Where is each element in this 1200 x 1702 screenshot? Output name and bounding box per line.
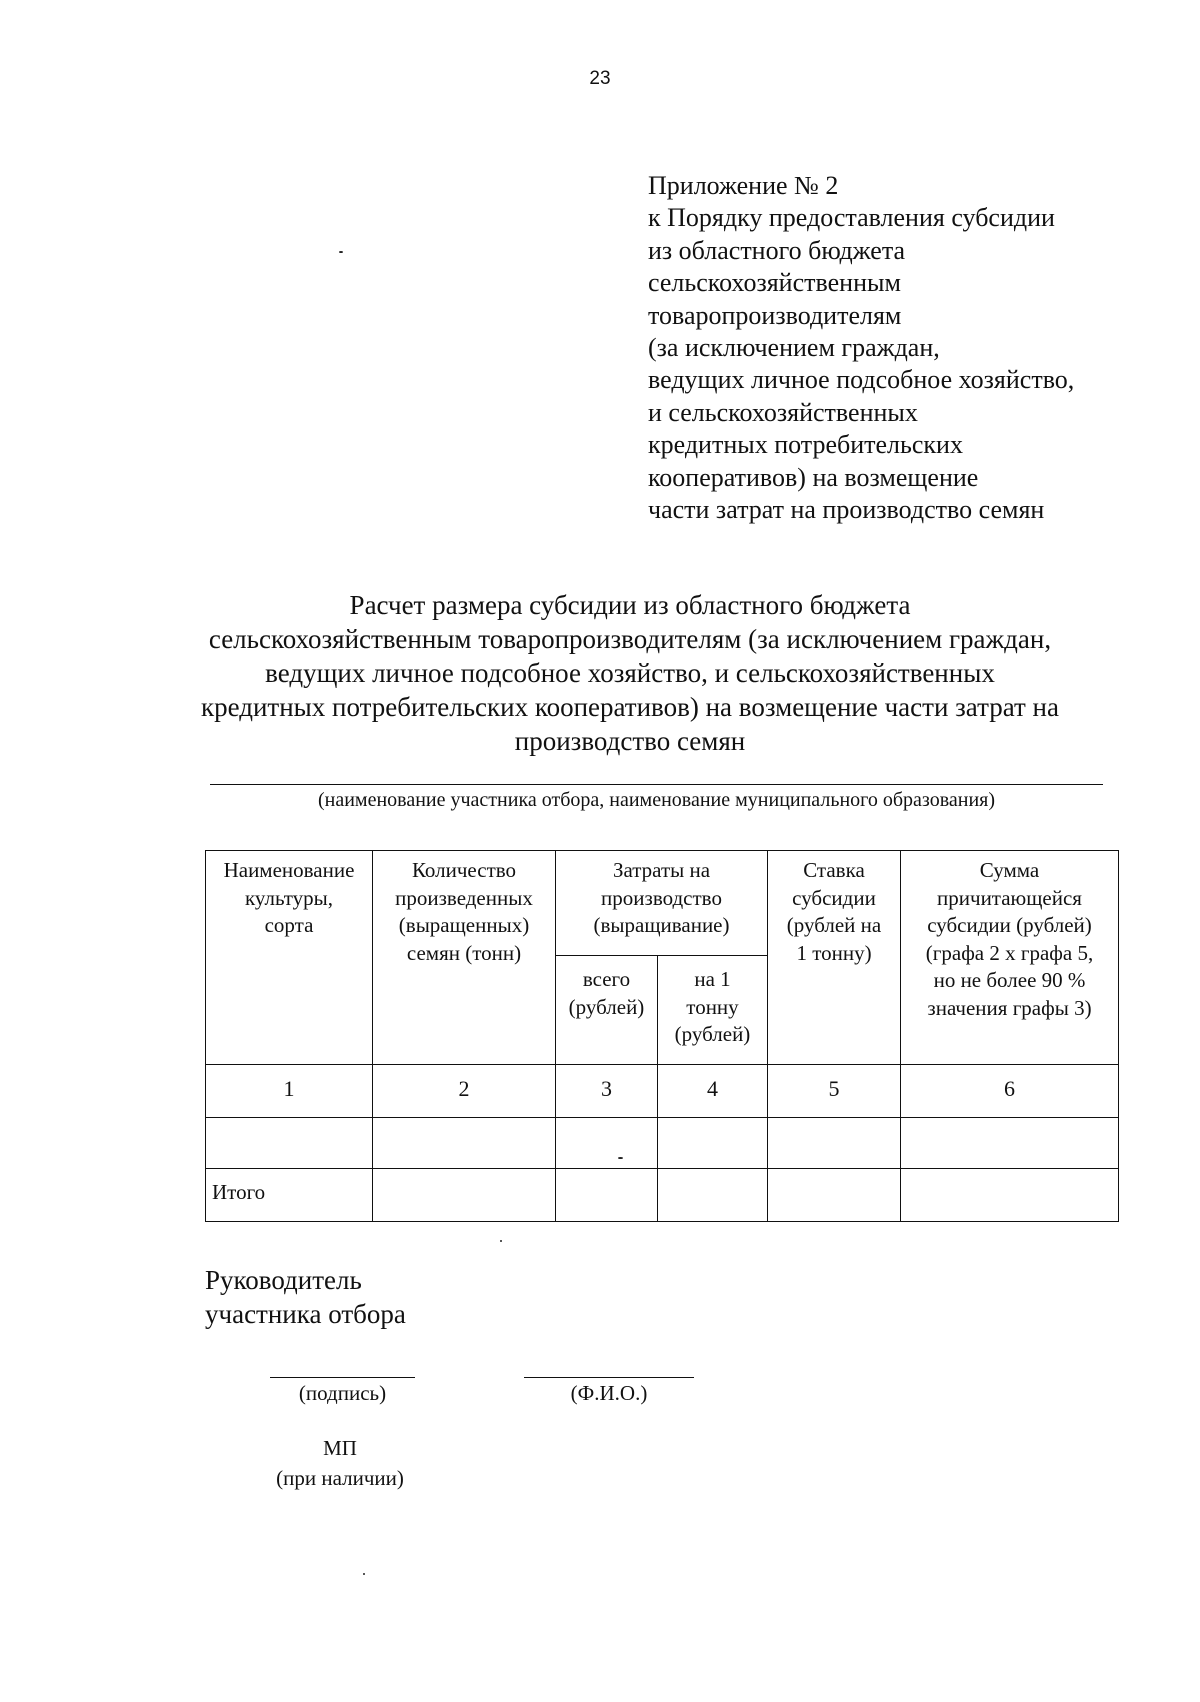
annex-line: (за исключением граждан,: [648, 333, 940, 363]
signature-line: [270, 1377, 415, 1378]
header-costs-total: [556, 956, 658, 1065]
header-text: причитающейся: [937, 885, 1082, 910]
header-text: тонну: [686, 994, 739, 1019]
table-cell: [901, 1169, 1119, 1222]
title-line: сельскохозяйственным товаропроизводителям (за исключением граждан,: [208, 624, 1052, 654]
seal-line: МП: [323, 1436, 357, 1460]
table-cell: [768, 1169, 901, 1222]
scan-speck: [363, 1573, 365, 1575]
full-name-caption: (Ф.И.О.): [570, 1381, 648, 1405]
header-subsidy-rate: [768, 851, 901, 1065]
column-number: 1: [206, 1065, 373, 1118]
header-costs-group: [556, 851, 768, 956]
header-subsidy-amount: [901, 851, 1119, 1065]
header-text: субсидии: [792, 885, 876, 910]
header-text: на 1: [694, 967, 731, 991]
full-name-line: [524, 1377, 694, 1378]
header-text: сорта: [264, 913, 314, 937]
document-title: [150, 588, 1110, 758]
table-cell: [901, 1118, 1119, 1169]
header-text: (графа 2 x графа 5,: [925, 940, 1094, 965]
annex-line: кредитных потребительских: [648, 430, 963, 460]
table-cell: [556, 1169, 658, 1222]
annex-line: части затрат на производство семян: [648, 495, 1045, 525]
title-line: Расчет размера субсидии из областного бюджета: [349, 590, 911, 620]
table-row: [206, 1118, 1119, 1169]
annex-header: [648, 170, 1168, 526]
header-text: производство: [601, 885, 722, 910]
header-text: Затраты на: [612, 858, 711, 882]
header-text: Количество: [411, 858, 517, 882]
header-text: всего: [582, 967, 631, 991]
header-text: Наименование: [223, 858, 355, 882]
table-cell: [556, 1118, 658, 1169]
annex-line: из областного бюджета: [648, 235, 906, 265]
header-text: произведенных: [395, 885, 533, 910]
column-number: 2: [373, 1065, 556, 1118]
header-text: (рублей): [674, 1022, 751, 1046]
table-cell: [768, 1118, 901, 1169]
title-line: ведущих личное подсобное хозяйство, и сельскохозяйственных: [265, 658, 995, 688]
header-text: семян (тонн): [406, 940, 522, 965]
seal-placeholder: [255, 1433, 425, 1493]
header-costs-per-ton: [658, 956, 768, 1065]
scan-speck: [618, 1157, 623, 1159]
header-text: (рублей): [568, 994, 645, 1019]
column-number: 6: [901, 1065, 1119, 1118]
title-line: кредитных потребительских кооперативов) на возмещение части затрат на: [200, 692, 1059, 722]
column-number: 3: [556, 1065, 658, 1118]
header-text: 1 тонну): [796, 940, 872, 965]
scan-speck: [500, 1240, 502, 1242]
signature-caption: (подпись): [298, 1381, 387, 1405]
annex-line: и сельскохозяйственных: [648, 397, 918, 427]
signer-title: [205, 1263, 406, 1331]
table-cell: [373, 1118, 556, 1169]
column-number: 5: [768, 1065, 901, 1118]
scan-speck: [339, 251, 343, 253]
header-quantity: [373, 851, 556, 1065]
header-text: (выращивание): [593, 913, 730, 937]
header-text: субсидии (рублей): [927, 913, 1092, 937]
table-cell: [658, 1118, 768, 1169]
participant-caption: (наименование участника отбора, наименование муниципального образования): [317, 789, 996, 811]
annex-line: кооперативов) на возмещение: [648, 462, 979, 492]
seal-line: (при наличии): [276, 1466, 404, 1490]
signer-line: Руководитель: [205, 1265, 362, 1295]
header-text: но не более 90 %: [933, 968, 1086, 992]
page-number: 23: [589, 68, 611, 89]
table-cell: [658, 1169, 768, 1222]
annex-line: товаропроизводителям: [648, 300, 902, 330]
annex-line: сельскохозяйственным: [648, 268, 901, 298]
signer-line: участника отбора: [205, 1299, 406, 1329]
header-text: (рублей на: [786, 913, 882, 937]
header-crop-name: [206, 851, 373, 1065]
header-text: (выращенных): [398, 913, 530, 937]
table-cell: [206, 1118, 373, 1169]
column-numbers-row: [206, 1065, 1119, 1118]
total-label: Итого: [206, 1169, 373, 1222]
participant-name-line: [210, 784, 1103, 785]
annex-line: ведущих личное подсобное хозяйство,: [648, 365, 1075, 395]
column-number: 4: [658, 1065, 768, 1118]
header-text: Сумма: [979, 858, 1040, 882]
subsidy-calculation-table: [205, 850, 1119, 1222]
annex-line: к Порядку предоставления субсидии: [648, 203, 1055, 233]
total-row: [206, 1169, 1119, 1222]
annex-line: Приложение № 2: [648, 171, 839, 200]
title-line: производство семян: [514, 726, 746, 756]
header-text: значения графы 3): [927, 995, 1092, 1020]
header-text: культуры,: [245, 885, 333, 910]
table-cell: [373, 1169, 556, 1222]
header-text: Ставка: [803, 858, 865, 882]
